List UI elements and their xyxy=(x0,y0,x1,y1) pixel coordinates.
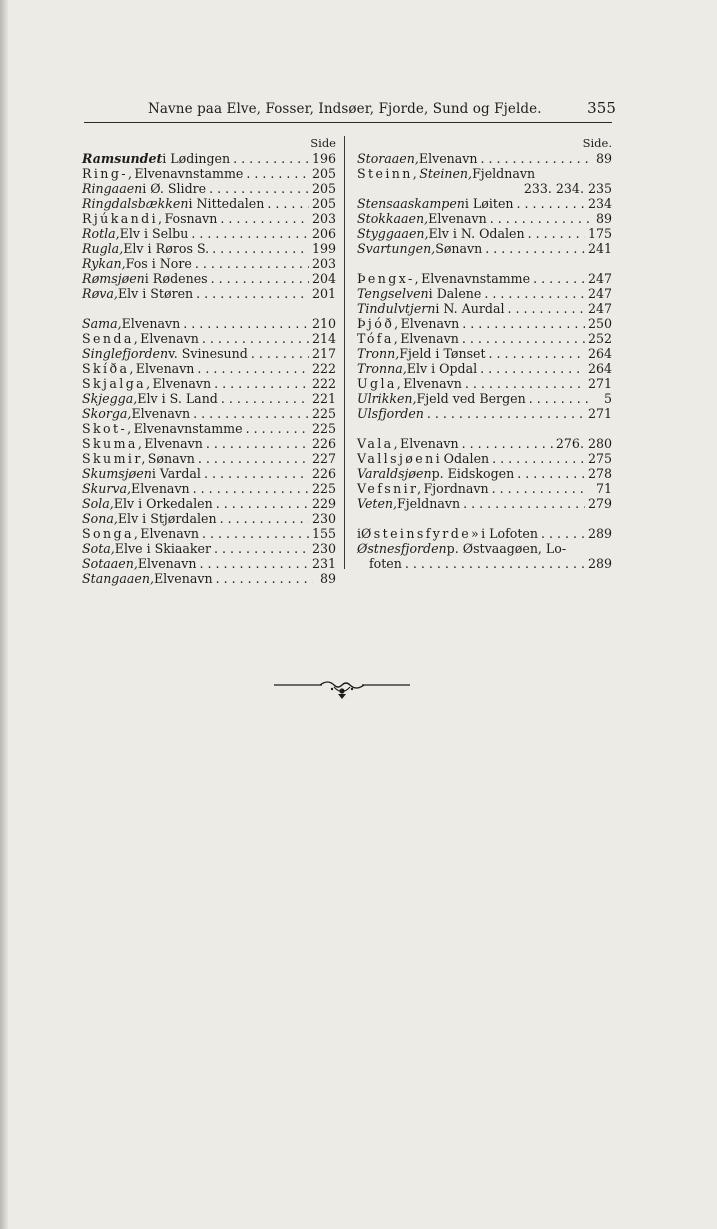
entry-name: Skumsjøen xyxy=(82,466,152,481)
entry-page: 89 xyxy=(595,211,612,226)
leader-dots xyxy=(246,166,309,181)
index-entry xyxy=(357,346,612,361)
entry-name: Ringaaen xyxy=(82,181,143,196)
index-entry xyxy=(357,466,612,481)
entry-name: Sola, xyxy=(82,496,114,511)
entry-name: Tronna, xyxy=(357,361,407,376)
decorative-ornament xyxy=(272,676,412,700)
leader-dots xyxy=(196,286,309,301)
entry-desc: Elv i Orkedalen xyxy=(113,496,213,511)
index-entry xyxy=(357,406,612,421)
entry-page: 225 xyxy=(311,421,336,436)
header-rule xyxy=(84,122,612,123)
index-entry xyxy=(357,316,612,331)
entry-name: Ugla, xyxy=(357,376,404,391)
entry-page: 247 xyxy=(587,271,612,286)
entry-desc: p. Eidskogen xyxy=(431,466,515,481)
entry-name: Songa, xyxy=(82,526,141,541)
leader-dots xyxy=(462,436,553,451)
left-column xyxy=(82,136,336,586)
index-entry xyxy=(82,241,336,256)
entry-desc: Elvenavnstamme xyxy=(134,166,244,181)
index-entry xyxy=(82,526,336,541)
entry-desc: Elvenavnstamme xyxy=(421,271,531,286)
entry-page: 221 xyxy=(311,391,336,406)
index-entry xyxy=(357,451,612,466)
entry-page: 227 xyxy=(311,451,336,466)
entry-desc: Elv i Selbu xyxy=(119,226,189,241)
index-entry xyxy=(82,556,336,571)
entry-page: 234 xyxy=(587,196,612,211)
entry-name: Ramsundet xyxy=(82,151,163,166)
index-entry xyxy=(82,196,336,211)
leader-dots xyxy=(202,526,309,541)
entry-page: 71 xyxy=(595,481,612,496)
entry-desc: Elvenavn xyxy=(121,316,181,331)
index-entry xyxy=(82,211,336,226)
entry-page: 89 xyxy=(319,571,336,586)
entry-continuation xyxy=(357,181,612,196)
entry-name-alt: Steinen, xyxy=(419,166,473,181)
entry-page: 230 xyxy=(311,541,336,556)
entry-name: Stensaaskampen xyxy=(357,196,465,211)
entry-page: 203 xyxy=(311,256,336,271)
entry-desc: Elvenavn xyxy=(400,331,459,346)
leader-dots xyxy=(216,496,309,511)
entry-page: 231 xyxy=(311,556,336,571)
index-entry xyxy=(357,151,612,166)
leader-dots xyxy=(220,211,309,226)
entry-desc: i Løiten xyxy=(464,196,514,211)
entry-page: 226 xyxy=(311,436,336,451)
leader-dots xyxy=(463,496,585,511)
leader-dots xyxy=(251,346,309,361)
entry-name: Tronn, xyxy=(357,346,400,361)
leader-dots xyxy=(183,316,309,331)
index-entry xyxy=(82,151,336,166)
entry-name: Þjóð, xyxy=(357,316,401,331)
leader-dots xyxy=(193,406,309,421)
leader-dots xyxy=(211,271,309,286)
entry-name: Rugla, xyxy=(82,241,124,256)
entry-page: 247 xyxy=(587,286,612,301)
entry-page: 217 xyxy=(311,346,336,361)
leader-dots xyxy=(198,451,309,466)
leader-dots xyxy=(533,271,585,286)
index-entry xyxy=(82,571,336,586)
entry-name: Senda, xyxy=(82,331,141,346)
entry-desc: Elvenavnstamme xyxy=(133,421,243,436)
index-entry xyxy=(357,301,612,316)
leader-dots xyxy=(246,421,309,436)
index-entry xyxy=(357,361,612,376)
leader-dots xyxy=(200,556,309,571)
right-column xyxy=(357,136,612,571)
entry-page: 278 xyxy=(587,466,612,481)
entry-desc: i Vardal xyxy=(151,466,201,481)
leader-dots xyxy=(465,376,585,391)
leader-dots xyxy=(221,391,309,406)
entry-page: 205 xyxy=(311,196,336,211)
entry-desc: Elv i Røros S. xyxy=(123,241,210,256)
entry-name: Sotaaen, xyxy=(82,556,138,571)
entry-desc: i Odalen xyxy=(435,451,490,466)
entry-desc: p. Østvaagøen, Lo- xyxy=(446,541,567,556)
entry-page: 229 xyxy=(311,496,336,511)
leader-dots xyxy=(481,151,589,166)
entry-name: Storaaen, xyxy=(357,151,419,166)
entry-desc: Elv i S. Land xyxy=(137,391,218,406)
entry-desc: Elvenavn xyxy=(135,361,195,376)
entry-desc: i Lødingen xyxy=(162,151,231,166)
entry-desc: Fjeldnavn xyxy=(397,496,461,511)
entry-page: 175 xyxy=(587,226,612,241)
leader-dots xyxy=(480,361,585,376)
entry-desc: Elvenavn xyxy=(137,556,197,571)
entry-name: Rømsjøen xyxy=(82,271,145,286)
entry-name: Stokkaaen, xyxy=(357,211,429,226)
entry-name: Vefsnir, xyxy=(357,481,424,496)
entry-name: Østnesfjorden xyxy=(357,541,447,556)
entry-page: 206 xyxy=(311,226,336,241)
entry-desc: i N. Aurdal xyxy=(435,301,505,316)
leader-dots xyxy=(220,511,309,526)
index-entry xyxy=(82,271,336,286)
entry-page: 214 xyxy=(311,331,336,346)
index-entry xyxy=(82,226,336,241)
index-entry xyxy=(82,421,336,436)
leader-dots xyxy=(212,241,309,256)
leader-dots xyxy=(427,406,585,421)
leader-dots xyxy=(197,361,309,376)
entry-name: Ulrikken, xyxy=(357,391,417,406)
index-entry xyxy=(357,241,612,256)
entry-page: 289 xyxy=(587,556,612,571)
index-entry xyxy=(357,331,612,346)
entry-name: Rjúkandi, xyxy=(82,211,165,226)
entry-name: Singlefjorden xyxy=(82,346,169,361)
index-entry xyxy=(357,526,612,541)
entry-page: 222 xyxy=(311,361,336,376)
entry-desc: Elvenavn xyxy=(140,526,199,541)
entry-desc: Elv i N. Odalen xyxy=(428,226,525,241)
entry-name: Sama, xyxy=(82,316,122,331)
leader-dots xyxy=(209,181,309,196)
leader-dots xyxy=(517,196,585,211)
leader-dots xyxy=(484,286,585,301)
entry-name: Svartungen, xyxy=(357,241,436,256)
entry-page: 230 xyxy=(311,511,336,526)
entry-name: Sona, xyxy=(82,511,118,526)
leader-dots xyxy=(528,226,585,241)
entry-desc: Fjeld i Tønset xyxy=(399,346,486,361)
index-entry xyxy=(357,391,612,406)
entry-name: Tengselven xyxy=(357,286,429,301)
index-entry xyxy=(82,346,336,361)
index-entry xyxy=(357,166,612,181)
leader-dots xyxy=(490,211,589,226)
entry-name: Skumir, xyxy=(82,451,148,466)
entry-name: Røva, xyxy=(82,286,118,301)
index-entry xyxy=(82,361,336,376)
index-entry xyxy=(82,286,336,301)
leader-dots xyxy=(195,256,309,271)
index-entry xyxy=(357,376,612,391)
leader-dots xyxy=(216,571,313,586)
column-head: Side. xyxy=(582,136,612,150)
entry-desc: Sønavn xyxy=(147,451,195,466)
entry-name: Vallsjøen xyxy=(357,451,436,466)
entry-page: 222 xyxy=(311,376,336,391)
entry-desc: Fjordnavn xyxy=(423,481,489,496)
column-divider xyxy=(344,136,345,569)
entry-desc: Fos i Nore xyxy=(125,256,192,271)
entry-desc: Elv i Opdal xyxy=(406,361,478,376)
entry-name: Þengx-, xyxy=(357,271,422,286)
entry-desc: Elvenavn xyxy=(428,211,487,226)
entry-desc: v. Svinesund xyxy=(168,346,248,361)
entry-name: Steinn, xyxy=(357,166,420,181)
page-number: 355 xyxy=(587,99,616,117)
entry-desc: Fjeld ved Bergen xyxy=(416,391,526,406)
entry-page: 225 xyxy=(311,406,336,421)
entry-page: 205 xyxy=(311,166,336,181)
index-entry xyxy=(82,181,336,196)
index-entry xyxy=(82,256,336,271)
leader-dots xyxy=(541,526,585,541)
leader-dots xyxy=(206,436,309,451)
entry-desc: i Nittedalen xyxy=(188,196,265,211)
entry-page: 247 xyxy=(587,301,612,316)
index-entry xyxy=(357,481,612,496)
index-entry xyxy=(82,436,336,451)
index-entry xyxy=(357,496,612,511)
entry-page: 271 xyxy=(587,376,612,391)
entry-desc: Elvenavn xyxy=(131,406,191,421)
entry-continuation: foten xyxy=(369,556,402,571)
entry-desc: Elvenavn xyxy=(400,436,459,451)
entry-page: 203 xyxy=(311,211,336,226)
index-entry xyxy=(357,556,612,571)
entry-name: Veten, xyxy=(357,496,398,511)
entry-page: 204 xyxy=(311,271,336,286)
entry-page: 89 xyxy=(595,151,612,166)
index-entry xyxy=(357,226,612,241)
leader-dots xyxy=(462,331,585,346)
leader-dots xyxy=(507,301,584,316)
index-entry xyxy=(82,511,336,526)
entry-desc: Elvenavn xyxy=(403,376,462,391)
index-entry xyxy=(357,541,612,556)
entry-page: 264 xyxy=(587,361,612,376)
index-entry xyxy=(82,541,336,556)
leader-dots xyxy=(214,541,309,556)
entry-name: Ulsfjorden xyxy=(357,406,424,421)
entry-name: Skuma, xyxy=(82,436,145,451)
leader-dots xyxy=(485,241,585,256)
entry-name: Rotla, xyxy=(82,226,120,241)
entry-name: Tófa, xyxy=(357,331,401,346)
leader-dots xyxy=(462,316,585,331)
leader-dots xyxy=(267,196,309,211)
index-entry xyxy=(82,496,336,511)
index-entry xyxy=(82,466,336,481)
leader-dots xyxy=(193,481,309,496)
entry-page: 264 xyxy=(587,346,612,361)
entry-desc: i Lofoten xyxy=(481,526,539,541)
index-entry xyxy=(357,196,612,211)
leader-dots xyxy=(191,226,309,241)
index-entry xyxy=(357,436,612,451)
leader-dots xyxy=(517,466,585,481)
entry-name: Skurva, xyxy=(82,481,132,496)
entry-desc: Elv i Stjørdalen xyxy=(117,511,217,526)
entry-prefix: i xyxy=(357,526,362,541)
entry-name: Skjegga, xyxy=(82,391,138,406)
entry-desc: Elvenavn xyxy=(418,151,478,166)
entry-page: 276. 280 xyxy=(555,436,612,451)
entry-desc: Elvenavn xyxy=(131,481,190,496)
entry-page: 199 xyxy=(311,241,336,256)
index-entry xyxy=(82,376,336,391)
leader-dots xyxy=(204,466,309,481)
entry-page: 201 xyxy=(311,286,336,301)
index-entry xyxy=(357,286,612,301)
entry-name: Ring-, xyxy=(82,166,135,181)
entry-page: 250 xyxy=(587,316,612,331)
entry-desc: i Ø. Slidre xyxy=(142,181,207,196)
leader-dots xyxy=(214,376,309,391)
entry-page: 205 xyxy=(311,181,336,196)
leader-dots xyxy=(405,556,585,571)
entry-desc: Fosnavn xyxy=(164,211,218,226)
index-entry xyxy=(82,391,336,406)
entry-name: Østeinsfyrde» xyxy=(361,526,482,541)
entry-page: 210 xyxy=(311,316,336,331)
entry-page: 289 xyxy=(587,526,612,541)
entry-name: Stangaaen, xyxy=(82,571,154,586)
page-title: Navne paa Elve, Fosser, Indsøer, Fjorde, Sund og Fjelde. xyxy=(148,101,542,117)
leader-dots xyxy=(489,346,585,361)
index-entry xyxy=(357,271,612,286)
entry-name: Varaldsjøen xyxy=(357,466,432,481)
entry-name: Tindulvtjern xyxy=(357,301,436,316)
entry-name: Skorga, xyxy=(82,406,132,421)
index-entry xyxy=(82,481,336,496)
column-head: Side xyxy=(310,136,336,150)
entry-name: Skíða, xyxy=(82,361,136,376)
entry-page: 252 xyxy=(587,331,612,346)
index-entry xyxy=(82,166,336,181)
entry-page: 5 xyxy=(603,391,612,406)
leader-dots xyxy=(529,391,589,406)
entry-page: 196 xyxy=(311,151,336,166)
index-entry xyxy=(82,331,336,346)
entry-desc: Elvenavn xyxy=(140,331,199,346)
entry-page: 233. 234. 235 xyxy=(523,181,612,196)
entry-page: 225 xyxy=(311,481,336,496)
entry-desc: Elvenavn xyxy=(153,571,213,586)
entry-desc: Elvenavn xyxy=(400,316,460,331)
leader-dots xyxy=(233,151,309,166)
entry-name: Styggaaen, xyxy=(357,226,429,241)
entry-page: 279 xyxy=(587,496,612,511)
leader-dots xyxy=(492,481,589,496)
entry-desc: Elvenavn xyxy=(144,436,203,451)
entry-name: Skjalga, xyxy=(82,376,153,391)
entry-desc: Sønavn xyxy=(435,241,483,256)
entry-desc: Elvenavn xyxy=(152,376,212,391)
entry-name: Sota, xyxy=(82,541,115,556)
entry-page: 271 xyxy=(587,406,612,421)
index-entry xyxy=(82,316,336,331)
entry-page: 241 xyxy=(587,241,612,256)
entry-desc: Elv i Støren xyxy=(117,286,194,301)
entry-desc: i Dalene xyxy=(428,286,482,301)
entry-name: Rykan, xyxy=(82,256,126,271)
entry-page: 226 xyxy=(311,466,336,481)
leader-dots xyxy=(202,331,309,346)
entry-desc: i Rødenes xyxy=(144,271,208,286)
entry-name: Vala, xyxy=(357,436,400,451)
entry-name: Ringdalsbækken xyxy=(82,196,189,211)
entry-desc-alt: Fjeldnavn xyxy=(472,166,536,181)
entry-page: 275 xyxy=(587,451,612,466)
entry-name: Skot-, xyxy=(82,421,134,436)
index-entry xyxy=(82,451,336,466)
entry-page: 155 xyxy=(311,526,336,541)
entry-desc: Elve i Skiaaker xyxy=(114,541,212,556)
page-edge xyxy=(0,0,8,1229)
index-entry xyxy=(82,406,336,421)
index-entry xyxy=(357,211,612,226)
leader-dots xyxy=(492,451,585,466)
